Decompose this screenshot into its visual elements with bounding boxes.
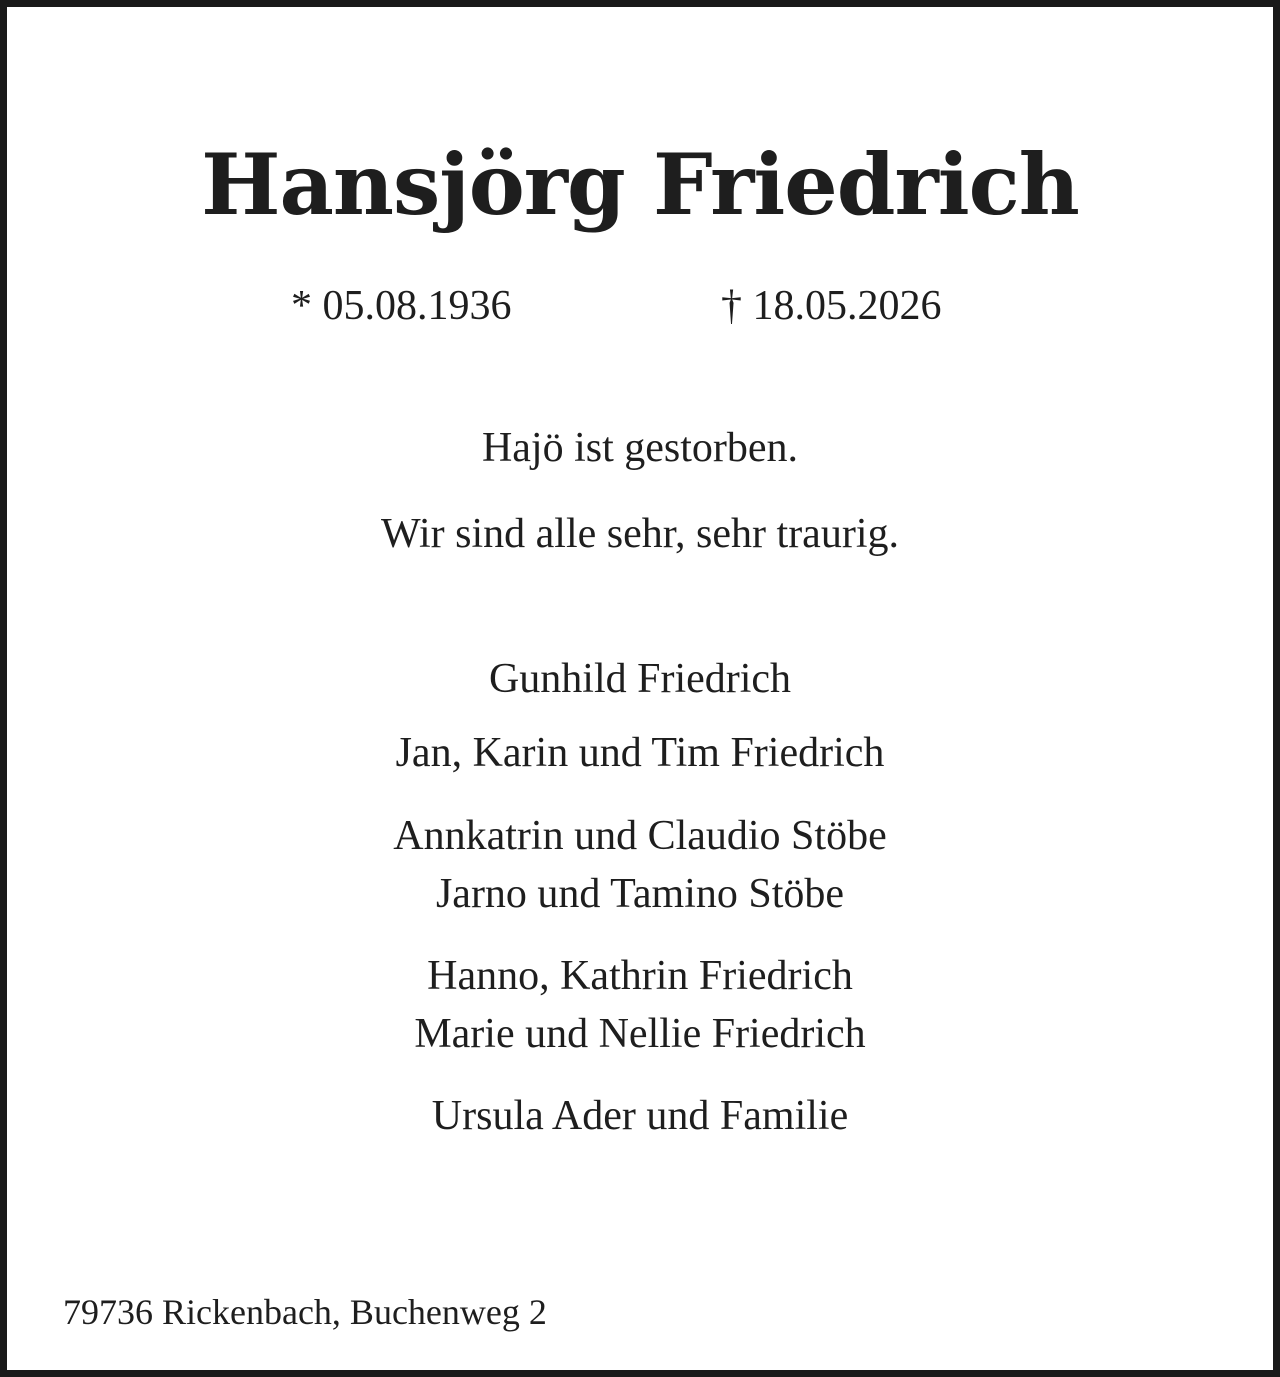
- mourner-line: Jarno und Tamino Stöbe: [435, 871, 845, 917]
- address: 79736 Rickenbach, Buchenweg 2: [63, 1292, 547, 1332]
- deceased-name: Hansjörg Friedrich: [201, 135, 1079, 234]
- mourner-line: Ursula Ader und Familie: [431, 1093, 849, 1139]
- mourner-line: Hanno, Kathrin Friedrich: [427, 953, 853, 999]
- message-line-2: Wir sind alle sehr, sehr traurig.: [381, 511, 899, 557]
- mourner-line: Jan, Karin und Tim Friedrich: [395, 730, 885, 776]
- death-date: † 18.05.2026: [721, 283, 942, 329]
- message-line-1: Hajö ist gestorben.: [481, 425, 799, 471]
- mourner-line: Marie und Nellie Friedrich: [414, 1011, 866, 1057]
- mourner-line: Gunhild Friedrich: [488, 656, 792, 702]
- birth-date: * 05.08.1936: [291, 283, 512, 329]
- mourner-line: Annkatrin und Claudio Stöbe: [393, 813, 887, 859]
